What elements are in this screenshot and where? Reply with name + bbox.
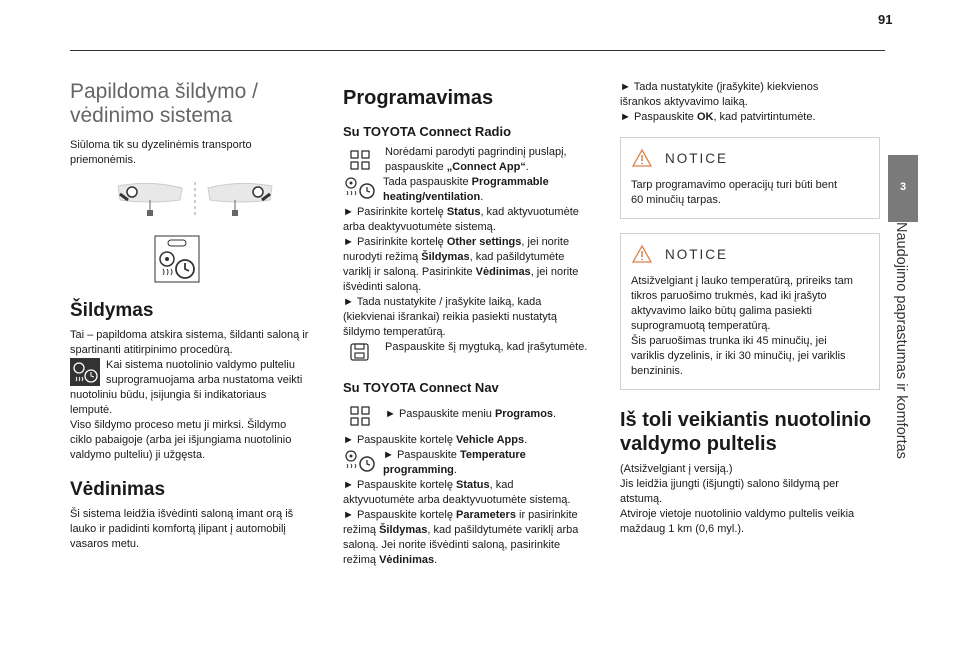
heating-paragraph-1: Tai – papildoma atskira sistema, šildanti saloną ir spartinanti atitirpinimo procedūrą.: [70, 329, 309, 356]
mirror-diagram: [110, 180, 325, 225]
intro-text: Siūloma tik su dyzelinėmis transporto priemonėmis.: [70, 139, 252, 166]
remote-control-heading: Iš toli veikiantis nuotolinio valdymo pultelis: [620, 409, 872, 455]
grid-menu-icon: [349, 149, 371, 171]
nav-step-temperature: [343, 448, 605, 478]
radio-step-other-settings: ► Pasirinkite kortelę Other settings, jei norite nurodyti režimą Šildymas, kad pašildytumėte variklį ir saloną. Pasirinkite Vėdinimas, jei norite išvėdinti saloną.: [343, 236, 579, 293]
radio-step-save: [343, 340, 605, 362]
page-number: 91: [878, 12, 893, 27]
column-left: [70, 80, 325, 552]
ventilation-paragraph: Ši sistema leidžia išvėdinti saloną imant orą iš lauko ir padidinti komfortą įlipant į automobilį vasaros metu.: [70, 508, 294, 550]
notice-header: [631, 148, 869, 168]
programming-heading: Programavimas: [343, 87, 494, 109]
nav-step-menu-text: ► Paspauskite meniu Programos.: [385, 408, 557, 420]
heating-paragraph-3: Viso šildymo proceso metu ji mirksi. Šildymo ciklo pabaigoje (arba jei išjungiama nuotolinio valdymo pulteliu) ji užgęsta.: [70, 419, 292, 461]
column-middle: [343, 80, 605, 568]
heating-fan-clock-icon: [154, 235, 200, 283]
nav-step-vehicle-apps: ► Paspauskite kortelę Vehicle Apps.: [343, 434, 528, 446]
warning-triangle-icon: [631, 244, 653, 264]
notice-text: Atsižvelgiant į lauko temperatūrą, prireiks tam tikros paruošimo trukmės, kad iki įrašyto aktyvavimo laiko būtų galima pasiekti suprogramuotą temperatūrą. Šis paruošimas trunka iki 45 minučių, jei variklis dyzelinis, ir iki 30 minučių, jei variklis benzininis.: [631, 275, 853, 377]
remote-control-text: (Atsižvelgiant į versiją.) Jis leidžia įjungti (išjungti) salono šildymą per atstumą. Atviroje vietoje nuotolinio valdymo pultelis veikia maždaug 1 km (0,6 myl.).: [620, 463, 855, 535]
nav-step-temperature-text: ► Paspauskite Temperature programming.: [383, 449, 526, 476]
step-confirm: ► Paspauskite OK, kad patvirtintumėte.: [620, 111, 816, 123]
heating-fan-clock-small-icon: [343, 175, 377, 201]
heating-paragraph-2: nuotoliniu būdu, įsijungia ši indikatoriaus lemputė.: [70, 389, 267, 416]
nav-step-status: ► Paspauskite kortelę Status, kad aktyvuotumėte arba deaktyvuotumėte sistemą.: [343, 479, 571, 506]
heating-heading: Šildymas: [70, 300, 154, 321]
radio-step-save-text: Paspauskite šį mygtuką, kad įrašytumėte.: [385, 341, 588, 353]
grid-menu-icon: [349, 405, 371, 427]
notice-header: [631, 244, 869, 264]
section-tab: 3: [888, 155, 918, 222]
heating-indicator-row: [70, 358, 325, 388]
notice-title: NOTICE: [665, 246, 729, 262]
radio-step-status: ► Pasirinkite kortelę Status, kad aktyvuotumėte arba deaktyvuotumėte sistemą.: [343, 206, 579, 233]
notice-text: Tarp programavimo operacijų turi būti bent 60 minučių tarpas.: [631, 179, 838, 206]
section-side-title: [885, 222, 921, 462]
heating-fan-clock-small-icon: [343, 448, 377, 474]
mirrors-illustration-icon: [110, 180, 280, 220]
section-title: Naudojimo paprastumas ir komfortas: [893, 222, 909, 459]
notice-box-1: [620, 137, 880, 219]
page-title: Papildoma šildymo / vėdinimo sistema: [70, 80, 258, 127]
heating-program-icon-box: [154, 235, 325, 288]
step-set-activation: ► Tada nustatykite (įrašykite) kiekvienos išrankos aktyvavimo laiką.: [620, 81, 819, 108]
radio-step-programmable-text: Tada paspauskite Programmable heating/ventilation.: [383, 176, 549, 203]
notice-title: NOTICE: [665, 150, 729, 166]
connect-nav-heading: Su TOYOTA Connect Nav: [343, 380, 499, 395]
column-right: [620, 80, 880, 537]
connect-radio-heading: Su TOYOTA Connect Radio: [343, 124, 512, 139]
nav-step-parameters: ► Paspauskite kortelę Parameters ir pasirinkite režimą Šildymas, kad pašildytumėte variklį arba saloną. Jei norite išvėdinti saloną, pasirinkite režimą Vėdinimas.: [343, 509, 579, 566]
radio-step-time: ► Tada nustatykite / įrašykite laiką, kada (kiekvienai išrankai) reikia pasiekti nustatytą šildymo temperatūrą.: [343, 296, 557, 338]
save-floppy-icon: [349, 342, 371, 362]
indicator-lamp-icon: [70, 358, 100, 386]
radio-step-home-text: Norėdami parodyti pagrindinį puslapį, paspauskite „Connect App“.: [385, 146, 567, 173]
ventilation-heading: Vėdinimas: [70, 479, 166, 500]
radio-step-programmable: [343, 175, 605, 205]
radio-step-home: [343, 145, 605, 175]
notice-box-2: [620, 233, 880, 390]
nav-step-menu: [343, 401, 605, 427]
header-rule: [70, 50, 885, 51]
heating-indicator-text: Kai sistema nuotolinio valdymo pulteliu suprogramuojama arba nustatoma veikti: [106, 359, 303, 386]
warning-triangle-icon: [631, 148, 653, 168]
